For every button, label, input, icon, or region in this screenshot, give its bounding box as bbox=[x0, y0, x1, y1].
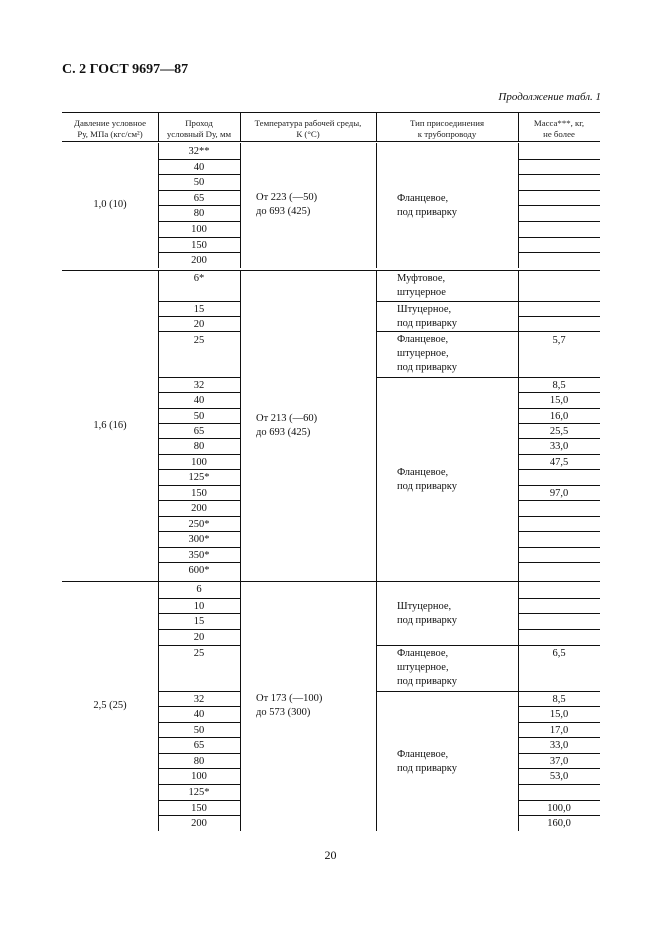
mass-row-rule bbox=[518, 159, 600, 160]
mass-row-rule bbox=[518, 423, 600, 424]
column-header-pressure-line1: Давление условное bbox=[73, 118, 147, 128]
mass-row-rule bbox=[518, 377, 600, 378]
dn-cell: 40 bbox=[193, 395, 205, 406]
mass-row-rule bbox=[518, 485, 600, 486]
dn-row-rule bbox=[158, 815, 240, 816]
mass-row-rule bbox=[518, 547, 600, 548]
connection-type-cell: под приварку bbox=[397, 615, 457, 626]
connection-type-cell: Муфтовое, bbox=[397, 273, 446, 284]
connection-type-cell: под приварку bbox=[397, 318, 457, 329]
connection-type-cell: под приварку bbox=[397, 481, 457, 492]
dn-row-rule bbox=[158, 613, 240, 614]
dn-right-rule bbox=[240, 581, 241, 831]
mass-row-rule bbox=[518, 768, 600, 769]
mass-cell: 5,7 bbox=[552, 335, 566, 346]
mass-cell: 33,0 bbox=[549, 441, 569, 452]
mass-row-rule bbox=[518, 438, 600, 439]
dn-cell: 65 bbox=[193, 426, 205, 437]
dn-cell: 15 bbox=[193, 304, 205, 315]
page-number: 20 bbox=[324, 848, 337, 862]
pressure-cell: 1,0 (10) bbox=[93, 199, 127, 211]
connection-left-rule bbox=[376, 581, 377, 831]
table-continuation-label: Продолжение табл. 1 bbox=[498, 91, 601, 103]
dn-row-rule bbox=[158, 190, 240, 191]
dn-cell: 80 bbox=[193, 441, 205, 452]
dn-row-rule bbox=[158, 500, 240, 501]
dn-row-rule bbox=[158, 252, 240, 253]
connection-type-cell: штуцерное, bbox=[397, 662, 449, 673]
temperature-cell: до 693 (425) bbox=[256, 206, 311, 218]
connection-type-cell: Фланцевое, bbox=[397, 193, 449, 205]
dn-row-rule bbox=[158, 800, 240, 801]
mass-cell: 6,5 bbox=[552, 648, 566, 659]
dn-cell: 50 bbox=[193, 177, 205, 189]
mass-cell: 16,0 bbox=[549, 411, 569, 422]
dn-cell: 10 bbox=[193, 601, 205, 612]
mass-row-rule bbox=[518, 753, 600, 754]
mass-cell: 8,5 bbox=[552, 380, 566, 391]
column-header-connection bbox=[376, 118, 518, 139]
dn-right-rule bbox=[240, 143, 241, 268]
mass-row-rule bbox=[518, 205, 600, 206]
mass-row-rule bbox=[518, 408, 600, 409]
mass-row-rule bbox=[518, 722, 600, 723]
dn-cell: 65 bbox=[193, 740, 205, 751]
connection-type-cell: под приварку bbox=[397, 362, 457, 373]
dn-row-rule bbox=[158, 377, 240, 378]
mass-cell: 33,0 bbox=[549, 740, 569, 751]
mass-cell: 47,5 bbox=[549, 457, 569, 468]
dn-cell: 150 bbox=[191, 803, 207, 814]
dn-row-rule bbox=[158, 301, 240, 302]
mass-row-rule bbox=[518, 706, 600, 707]
mass-row-rule bbox=[518, 784, 600, 785]
dn-cell: 32 bbox=[193, 694, 205, 705]
header-column-rule bbox=[158, 112, 159, 141]
pressure-cell: 1,6 (16) bbox=[93, 419, 127, 431]
mass-row-rule bbox=[518, 454, 600, 455]
page-header-title: С. 2 ГОСТ 9697—87 bbox=[62, 62, 189, 77]
dn-cell: 20 bbox=[193, 632, 205, 643]
table-top-rule bbox=[62, 112, 600, 113]
column-header-temperature-line1: Температура рабочей среды, bbox=[254, 118, 362, 128]
dn-cell: 6* bbox=[193, 273, 205, 284]
dn-cell: 200 bbox=[191, 503, 207, 514]
dn-row-rule bbox=[158, 737, 240, 738]
mass-row-rule bbox=[518, 516, 600, 517]
dn-right-rule bbox=[240, 270, 241, 581]
connection-type-cell: штуцерное, bbox=[397, 348, 449, 359]
dn-cell: 350* bbox=[188, 550, 210, 561]
connection-type-cell: Штуцерное, bbox=[397, 601, 452, 612]
dn-cell: 80 bbox=[193, 756, 205, 767]
mass-row-rule bbox=[518, 301, 600, 302]
mass-row-rule bbox=[518, 815, 600, 816]
mass-row-rule bbox=[518, 500, 600, 501]
dn-cell: 125* bbox=[188, 787, 210, 798]
mass-row-rule bbox=[518, 190, 600, 191]
dn-row-rule bbox=[158, 629, 240, 630]
connection-left-rule bbox=[376, 143, 377, 268]
temperature-cell: до 693 (425) bbox=[256, 426, 311, 438]
connection-row-rule bbox=[376, 691, 518, 692]
connection-type-cell: под приварку bbox=[397, 207, 457, 219]
dn-cell: 32** bbox=[188, 146, 210, 157]
group-separator-rule bbox=[62, 270, 600, 271]
column-header-temperature bbox=[240, 118, 376, 139]
dn-row-rule bbox=[158, 438, 240, 439]
dn-row-rule bbox=[158, 722, 240, 723]
header-bottom-rule bbox=[62, 141, 600, 142]
mass-row-rule bbox=[518, 221, 600, 222]
dn-cell: 40 bbox=[193, 709, 205, 720]
header-column-rule bbox=[518, 112, 519, 141]
mass-cell: 15,0 bbox=[549, 395, 569, 406]
dn-row-rule bbox=[158, 159, 240, 160]
dn-row-rule bbox=[158, 706, 240, 707]
dn-cell: 50 bbox=[193, 411, 205, 422]
dn-cell: 25 bbox=[193, 648, 205, 659]
dn-cell: 300* bbox=[188, 534, 210, 545]
dn-cell: 20 bbox=[193, 319, 205, 330]
dn-row-rule bbox=[158, 174, 240, 175]
group-separator-rule bbox=[62, 581, 600, 582]
mass-cell: 100,0 bbox=[547, 803, 571, 814]
dn-row-rule bbox=[158, 531, 240, 532]
pressure-cell: 2,5 (25) bbox=[93, 700, 127, 711]
dn-cell: 150 bbox=[191, 488, 207, 499]
dn-row-rule bbox=[158, 645, 240, 646]
mass-row-rule bbox=[518, 316, 600, 317]
column-header-connection-line1: Тип присоединения bbox=[409, 118, 485, 128]
mass-cell: 17,0 bbox=[549, 725, 569, 736]
mass-row-rule bbox=[518, 331, 600, 332]
dn-cell: 100 bbox=[191, 457, 207, 468]
dn-row-rule bbox=[158, 485, 240, 486]
mass-row-rule bbox=[518, 598, 600, 599]
mass-row-rule bbox=[518, 531, 600, 532]
mass-cell: 53,0 bbox=[549, 771, 569, 782]
dn-row-rule bbox=[158, 784, 240, 785]
column-header-temperature-line2: К (°С) bbox=[296, 128, 320, 139]
connection-type-cell: Фланцевое, bbox=[397, 334, 449, 345]
column-header-connection-line2: к трубопроводу bbox=[417, 128, 477, 139]
dn-cell: 6 bbox=[196, 584, 202, 595]
dn-row-rule bbox=[158, 331, 240, 332]
dn-cell: 250* bbox=[188, 519, 210, 530]
connection-type-cell: под приварку bbox=[397, 763, 457, 774]
dn-cell: 100 bbox=[191, 224, 207, 235]
mass-row-rule bbox=[518, 562, 600, 563]
dn-row-rule bbox=[158, 237, 240, 238]
mass-cell: 8,5 bbox=[552, 694, 566, 705]
connection-type-cell: Фланцевое, bbox=[397, 467, 449, 478]
dn-cell: 80 bbox=[193, 208, 205, 220]
dn-row-rule bbox=[158, 598, 240, 599]
dn-cell: 600* bbox=[188, 565, 210, 576]
column-header-pressure bbox=[62, 118, 158, 139]
mass-row-rule bbox=[518, 645, 600, 646]
connection-type-cell: штуцерное bbox=[397, 287, 446, 298]
connection-type-cell: Штуцерное, bbox=[397, 304, 452, 315]
column-header-diameter-line2: условный Dу, мм bbox=[166, 128, 232, 139]
mass-row-rule bbox=[518, 469, 600, 470]
column-header-mass bbox=[518, 118, 600, 139]
dn-row-rule bbox=[158, 516, 240, 517]
dn-cell: 25 bbox=[193, 335, 205, 346]
dn-cell: 100 bbox=[191, 771, 207, 782]
dn-cell: 50 bbox=[193, 725, 205, 736]
dn-row-rule bbox=[158, 392, 240, 393]
mass-cell: 160,0 bbox=[547, 818, 571, 829]
header-column-rule bbox=[240, 112, 241, 141]
dn-row-rule bbox=[158, 469, 240, 470]
dn-row-rule bbox=[158, 768, 240, 769]
mass-cell: 37,0 bbox=[549, 756, 569, 767]
mass-row-rule bbox=[518, 691, 600, 692]
dn-row-rule bbox=[158, 691, 240, 692]
dn-row-rule bbox=[158, 423, 240, 424]
temperature-cell: От 213 (—60) bbox=[256, 412, 318, 424]
column-header-pressure-line2: Pу, МПа (кгс/см²) bbox=[77, 128, 143, 139]
header-column-rule bbox=[376, 112, 377, 141]
dn-row-rule bbox=[158, 316, 240, 317]
dn-cell: 32 bbox=[193, 380, 205, 391]
mass-row-rule bbox=[518, 613, 600, 614]
connection-row-rule bbox=[376, 645, 518, 646]
mass-cell: 25,5 bbox=[549, 426, 569, 437]
connection-type-cell: Фланцевое, bbox=[397, 749, 449, 760]
mass-row-rule bbox=[518, 629, 600, 630]
connection-type-cell: под приварку bbox=[397, 676, 457, 687]
mass-cell: 97,0 bbox=[549, 488, 569, 499]
connection-row-rule bbox=[376, 331, 518, 332]
column-header-diameter bbox=[158, 118, 240, 139]
dn-row-rule bbox=[158, 408, 240, 409]
dn-cell: 40 bbox=[193, 161, 205, 173]
mass-row-rule bbox=[518, 174, 600, 175]
temperature-cell: От 173 (—100) bbox=[256, 693, 323, 704]
dn-row-rule bbox=[158, 205, 240, 206]
temperature-cell: до 573 (300) bbox=[256, 707, 311, 718]
dn-cell: 125* bbox=[188, 472, 210, 483]
column-header-mass-line2: не более bbox=[543, 128, 575, 139]
connection-type-cell: Фланцевое, bbox=[397, 648, 449, 659]
column-header-mass-line1: Масса***, кг, bbox=[533, 118, 585, 128]
dn-cell: 150 bbox=[191, 239, 207, 251]
mass-row-rule bbox=[518, 737, 600, 738]
mass-cell: 15,0 bbox=[549, 709, 569, 720]
dn-cell: 15 bbox=[193, 616, 205, 627]
mass-row-rule bbox=[518, 800, 600, 801]
column-header-diameter-line1: Проход bbox=[185, 118, 213, 128]
dn-row-rule bbox=[158, 221, 240, 222]
mass-row-rule bbox=[518, 252, 600, 253]
mass-row-rule bbox=[518, 392, 600, 393]
connection-left-rule bbox=[376, 270, 377, 581]
dn-row-rule bbox=[158, 547, 240, 548]
temperature-cell: От 223 (—50) bbox=[256, 192, 318, 204]
dn-row-rule bbox=[158, 562, 240, 563]
dn-cell: 200 bbox=[191, 818, 207, 829]
connection-row-rule bbox=[376, 377, 518, 378]
mass-row-rule bbox=[518, 237, 600, 238]
dn-cell: 200 bbox=[191, 255, 207, 267]
dn-row-rule bbox=[158, 753, 240, 754]
connection-row-rule bbox=[376, 301, 518, 302]
dn-row-rule bbox=[158, 454, 240, 455]
dn-cell: 65 bbox=[193, 192, 205, 204]
